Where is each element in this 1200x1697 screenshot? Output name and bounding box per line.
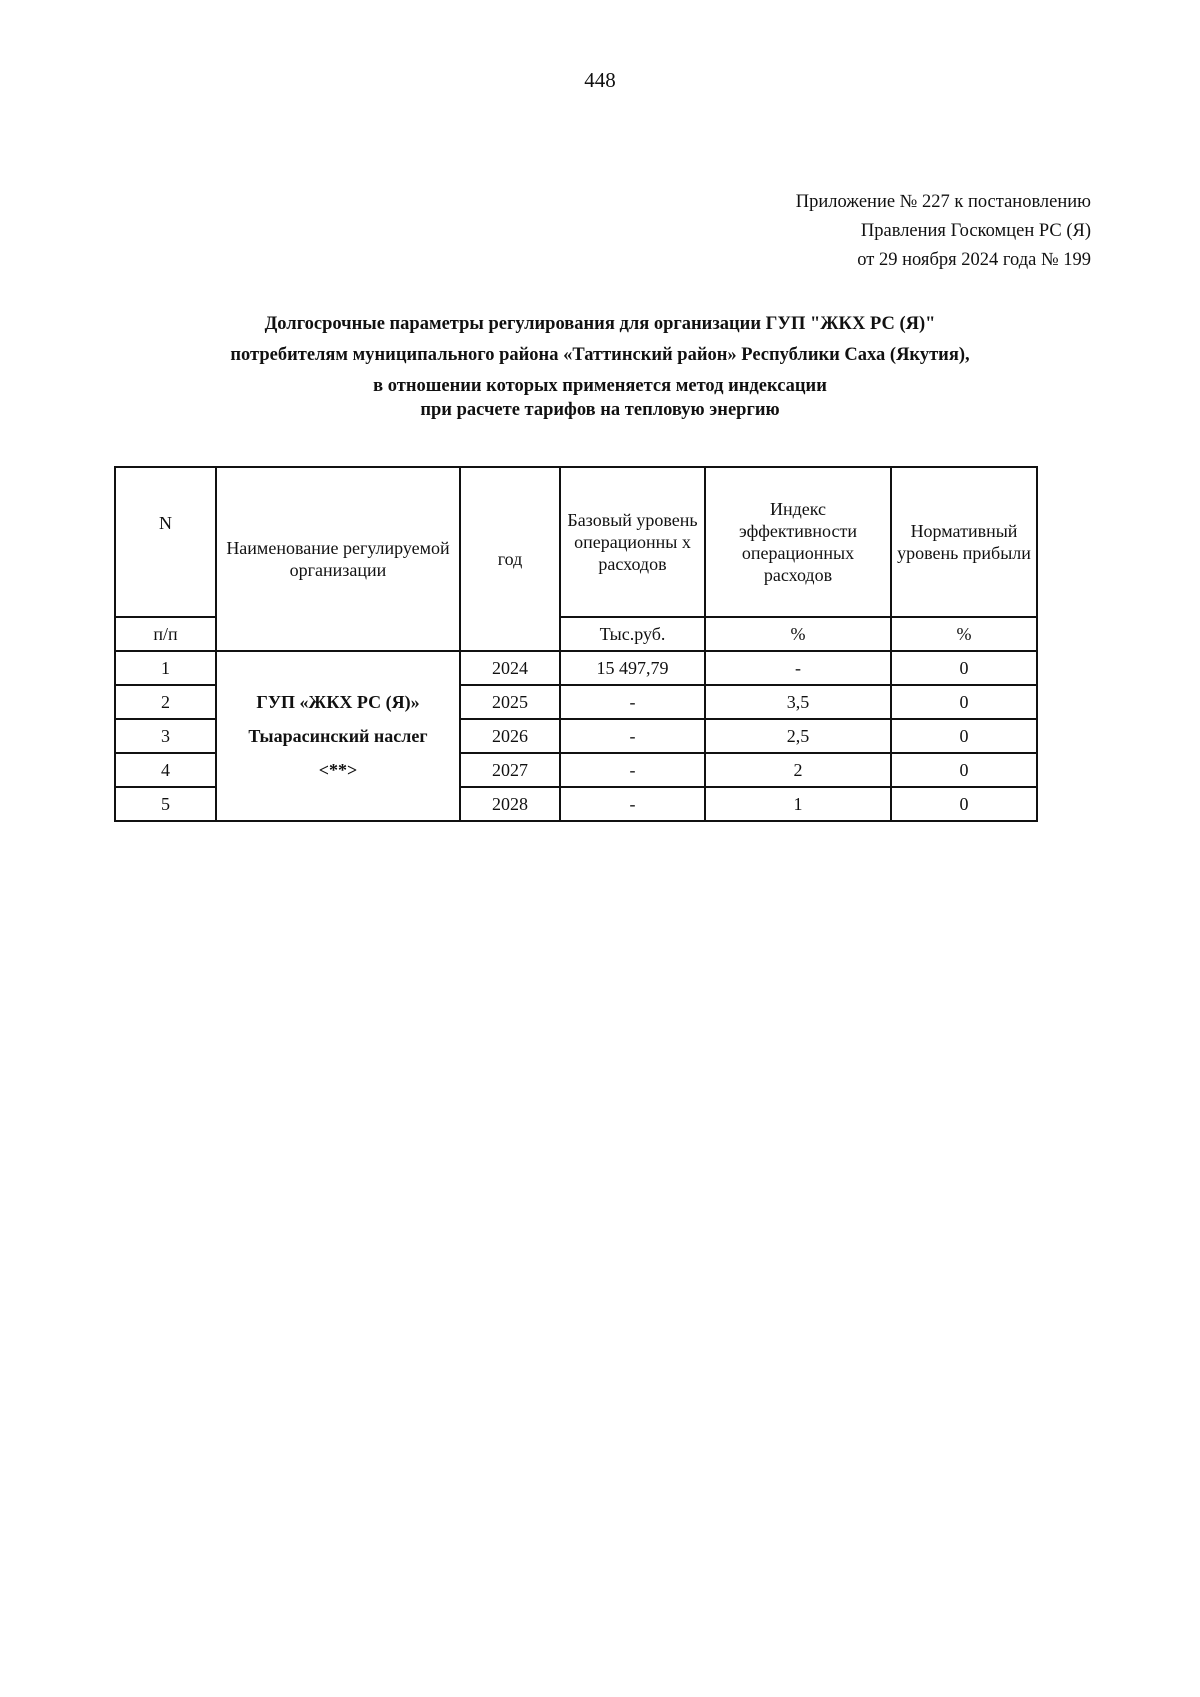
organization-line: ГУП «ЖКХ РС (Я)»: [256, 692, 420, 712]
header-year: год: [460, 467, 560, 651]
row-number: 3: [115, 719, 216, 753]
header-np: п/п: [115, 617, 216, 651]
header-efficiency-index: Индекс эффективности операционных расходов: [705, 467, 891, 617]
row-base-opex: -: [560, 787, 705, 821]
title-line: при расчете тарифов на тепловую энергию: [420, 400, 780, 420]
row-efficiency-index: 3,5: [705, 685, 891, 719]
appendix-line: от 29 ноября 2024 года № 199: [857, 250, 1091, 270]
row-base-opex: 15 497,79: [560, 651, 705, 685]
page-number: 448: [584, 68, 616, 92]
row-efficiency-index: 2,5: [705, 719, 891, 753]
row-number: 2: [115, 685, 216, 719]
title-line: Долгосрочные параметры регулирования для организации ГУП "ЖКХ РС (Я)": [264, 314, 936, 334]
organization-line: <**>: [318, 760, 358, 780]
row-number: 1: [115, 651, 216, 685]
header-organization: Наименование регулируемой организации: [216, 467, 460, 651]
appendix-line: Приложение № 227 к постановлению: [795, 192, 1091, 212]
row-profit-level: 0: [891, 719, 1037, 753]
row-year: 2025: [460, 685, 560, 719]
row-year: 2027: [460, 753, 560, 787]
organization-line: Тыарасинский наслег: [248, 726, 428, 746]
row-year: 2024: [460, 651, 560, 685]
row-efficiency-index: -: [705, 651, 891, 685]
row-efficiency-index: 2: [705, 753, 891, 787]
row-efficiency-index: 1: [705, 787, 891, 821]
row-year: 2026: [460, 719, 560, 753]
unit-base-opex: Тыс.руб.: [560, 617, 705, 651]
row-profit-level: 0: [891, 651, 1037, 685]
appendix-reference: [796, 188, 1091, 275]
table-row: [115, 651, 1037, 685]
header-number: N: [115, 467, 216, 617]
row-profit-level: 0: [891, 753, 1037, 787]
appendix-line: Правления Госкомцен РС (Я): [860, 221, 1091, 241]
table-header-row: [115, 467, 1037, 617]
parameters-table: [114, 466, 1038, 822]
document-title: [0, 310, 1200, 422]
row-base-opex: -: [560, 685, 705, 719]
organization-name: [216, 651, 460, 821]
title-line: в отношении которых применяется метод индексации: [373, 376, 827, 396]
row-year: 2028: [460, 787, 560, 821]
header-profit-level: Нормативный уровень прибыли: [891, 467, 1037, 617]
header-base-opex: Базовый уровень операционны х расходов: [560, 467, 705, 617]
row-profit-level: 0: [891, 787, 1037, 821]
unit-efficiency-index: %: [705, 617, 891, 651]
row-base-opex: -: [560, 719, 705, 753]
row-profit-level: 0: [891, 685, 1037, 719]
row-number: 5: [115, 787, 216, 821]
title-line: потребителям муниципального района «Таттинский район» Республики Саха (Якутия),: [230, 345, 970, 365]
unit-profit-level: %: [891, 617, 1037, 651]
row-base-opex: -: [560, 753, 705, 787]
row-number: 4: [115, 753, 216, 787]
